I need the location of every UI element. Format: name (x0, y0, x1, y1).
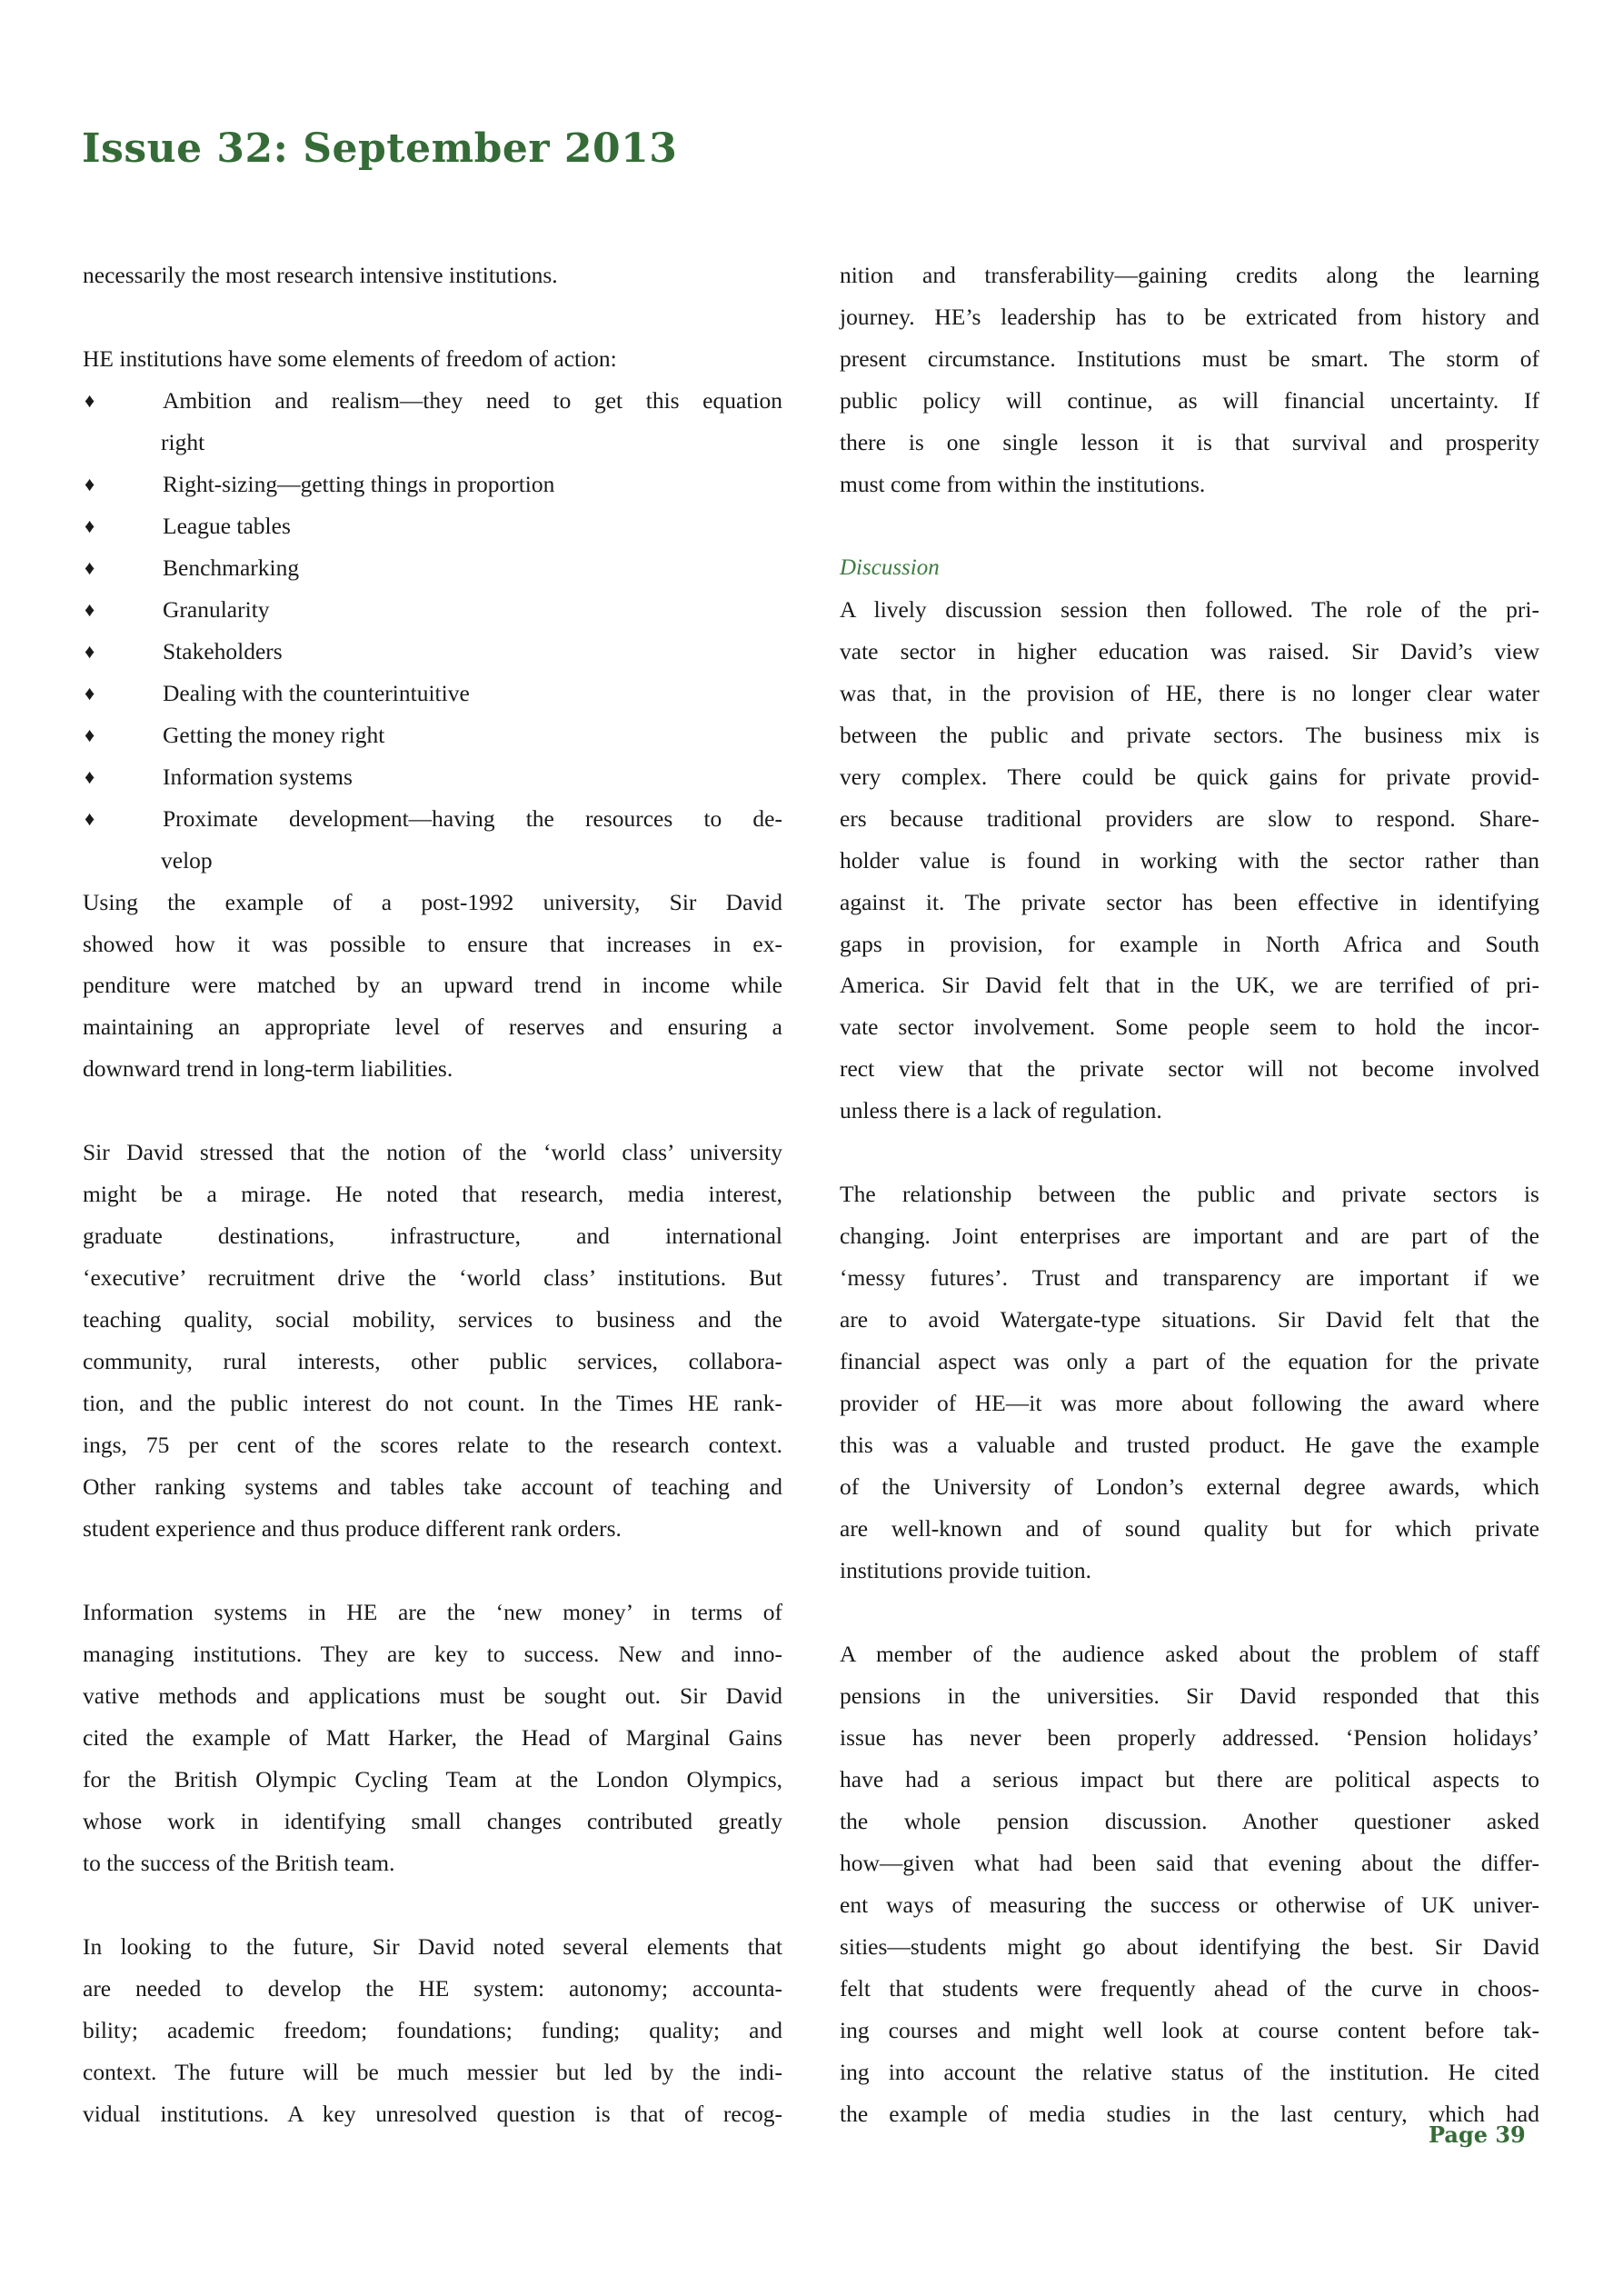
text-line: Sir David stressed that the notion of the ‘world class’ university (83, 1139, 782, 1166)
list-item (83, 798, 782, 840)
list-item (83, 589, 782, 631)
list-item (83, 756, 782, 798)
section-heading-discussion: Discussion (840, 554, 940, 580)
text-line: are to avoid Watergate-type situations. Sir David felt that the (840, 1306, 1539, 1333)
bullet-list (83, 380, 782, 882)
text-line: between the public and private sectors. The business mix is (840, 721, 1539, 748)
paragraph (83, 882, 782, 1091)
text-line: against it. The private sector has been effective in identifying (840, 888, 1539, 915)
list-item (83, 547, 782, 589)
text-line: holder value is found in working with the sector rather than (840, 846, 1539, 873)
list-item-text: Right-sizing—getting things in proportion (163, 470, 555, 497)
text-line: showed how it was possible to ensure that increases in ex- (83, 930, 782, 957)
paragraph-spacer (840, 1132, 1539, 1173)
text-line: ing into account the relative status of the institution. He cited (840, 2058, 1539, 2085)
paragraph (83, 255, 782, 296)
paragraph-spacer (840, 1592, 1539, 1633)
text-line: vative methods and applications must be sought out. Sir David (83, 1682, 782, 1709)
text-line: have had a serious impact but there are political aspects to (840, 1765, 1539, 1792)
right-column (840, 255, 1539, 2135)
list-item-continuation: velop (161, 846, 213, 873)
text-line: financial aspect was only a part of the equation for the private (840, 1348, 1539, 1375)
text-line: the example of media studies in the last century, which had (840, 2100, 1539, 2127)
diamond-bullet-icon: ♦ (85, 723, 95, 746)
paragraph (840, 589, 1539, 1133)
text-line: student experience and thus produce different rank orders. (83, 1515, 622, 1542)
text-line: pensions in the universities. Sir David responded that this (840, 1682, 1539, 1709)
list-item (83, 380, 782, 422)
diamond-bullet-icon: ♦ (85, 806, 95, 830)
text-line: issue has never been properly addressed. ‘Pension holidays’ (840, 1723, 1539, 1751)
diamond-bullet-icon: ♦ (85, 597, 95, 621)
paragraph (83, 1592, 782, 1884)
text-line: how—given what had been said that evening about the differ- (840, 1849, 1539, 1876)
diamond-bullet-icon: ♦ (85, 472, 95, 495)
paragraph (840, 1633, 1539, 2135)
list-item (83, 673, 782, 714)
text-line: to the success of the British team. (83, 1849, 395, 1876)
paragraph-spacer (83, 296, 782, 338)
text-line: ings, 75 per cent of the scores relate to the research context. (83, 1432, 782, 1459)
paragraph-spacer (840, 505, 1539, 547)
diamond-bullet-icon: ♦ (85, 388, 95, 412)
text-line: teaching quality, social mobility, services to business and the (83, 1306, 782, 1333)
text-line: Using the example of a post-1992 university, Sir David (83, 888, 782, 915)
text-line: vidual institutions. A key unresolved question is that of recog- (83, 2100, 782, 2127)
text-line: community, rural interests, other public services, collabora- (83, 1348, 782, 1375)
text-line: are needed to develop the HE system: autonomy; accounta- (83, 1974, 782, 2002)
diamond-bullet-icon: ♦ (85, 764, 95, 788)
list-item (83, 714, 782, 756)
list-intro: HE institutions have some elements of freedom of action: (83, 344, 617, 372)
issue-title: Issue 32: September 2013 (82, 125, 678, 172)
text-line: institutions provide tuition. (840, 1557, 1091, 1584)
list-item-text: Ambition and realism—they need to get this equation (163, 386, 782, 414)
list-item (83, 505, 782, 547)
text-line: tion, and the public interest do not count. In the Times HE rank- (83, 1390, 782, 1417)
text-line: very complex. There could be quick gains for private provid- (840, 763, 1539, 790)
list-item-text: Dealing with the counterintuitive (163, 679, 470, 706)
text-line: sities—students might go about identifying the best. Sir David (840, 1932, 1539, 1960)
text-line: necessarily the most research intensive institutions. (83, 262, 558, 288)
text-line: gaps in provision, for example in North Africa and South (840, 930, 1539, 957)
text-line: Other ranking systems and tables take account of teaching and (83, 1473, 782, 1501)
text-line: journey. HE’s leadership has to be extricated from history and (840, 303, 1539, 330)
text-line: ent ways of measuring the success or otherwise of UK univer- (840, 1891, 1539, 1918)
paragraph (83, 1926, 782, 2135)
diamond-bullet-icon: ♦ (85, 555, 95, 579)
text-line: maintaining an appropriate level of reserves and ensuring a (83, 1013, 782, 1041)
list-item (83, 631, 782, 673)
paragraph (83, 1132, 782, 1550)
list-item-continuation: right (161, 428, 205, 455)
list-item-text: Proximate development—having the resources to de- (163, 804, 782, 832)
list-item-text: Getting the money right (163, 721, 385, 748)
text-line: for the British Olympic Cycling Team at the London Olympics, (83, 1765, 782, 1792)
text-line: ers because traditional providers are slow to respond. Share- (840, 804, 1539, 832)
text-line: there is one single lesson it is that survival and prosperity (840, 428, 1539, 455)
text-line: felt that students were frequently ahead of the curve in choos- (840, 1974, 1539, 2002)
text-line: Information systems in HE are the ‘new money’ in terms of (83, 1599, 782, 1625)
text-line: nition and transferability—gaining credits along the learning (840, 262, 1539, 288)
diamond-bullet-icon: ♦ (85, 681, 95, 704)
text-line: The relationship between the public and private sectors is (840, 1181, 1539, 1208)
text-line: public policy will continue, as will financial uncertainty. If (840, 386, 1539, 414)
text-line: unless there is a lack of regulation. (840, 1097, 1162, 1124)
list-item-text: Granularity (163, 595, 270, 623)
text-line: context. The future will be much messier but led by the indi- (83, 2058, 782, 2085)
list-item-text: Information systems (163, 763, 353, 790)
text-line: present circumstance. Institutions must be smart. The storm of (840, 344, 1539, 372)
text-line: must come from within the institutions. (840, 470, 1206, 497)
text-line: graduate destinations, infrastructure, and international (83, 1223, 782, 1250)
text-line: cited the example of Matt Harker, the Head of Marginal Gains (83, 1723, 782, 1751)
page-number: Page 39 (1429, 2121, 1526, 2148)
left-column (83, 255, 782, 2135)
text-line: A lively discussion session then followed. The role of the pri- (840, 595, 1539, 623)
text-line: ‘messy futures’. Trust and transparency are important if we (840, 1264, 1539, 1292)
paragraph (840, 255, 1539, 505)
text-line: was that, in the provision of HE, there is no longer clear water (840, 679, 1539, 706)
paragraph-spacer (83, 1090, 782, 1132)
diamond-bullet-icon: ♦ (85, 639, 95, 663)
paragraph (840, 1173, 1539, 1592)
text-line: A member of the audience asked about the problem of staff (840, 1640, 1539, 1667)
text-line: of the University of London’s external degree awards, which (840, 1473, 1539, 1501)
text-line: provider of HE—it was more about following the award where (840, 1390, 1539, 1417)
text-line: In looking to the future, Sir David noted several elements that (83, 1932, 782, 1960)
text-line: penditure were matched by an upward trend in income while (83, 972, 782, 999)
text-line: rect view that the private sector will not become involved (840, 1055, 1539, 1083)
text-line: whose work in identifying small changes contributed greatly (83, 1807, 782, 1834)
paragraph-spacer (83, 1550, 782, 1592)
text-line: this was a valuable and trusted product. He gave the example (840, 1432, 1539, 1459)
list-item (83, 464, 782, 505)
text-line: changing. Joint enterprises are important and are part of the (840, 1223, 1539, 1250)
text-line: vate sector involvement. Some people seem to hold the incor- (840, 1013, 1539, 1041)
text-line: ‘executive’ recruitment drive the ‘world class’ institutions. But (83, 1264, 782, 1292)
list-item-text: Benchmarking (163, 554, 300, 581)
text-line: ing courses and might well look at course content before tak- (840, 2016, 1539, 2043)
paragraph-spacer (83, 1884, 782, 1926)
list-item-text: Stakeholders (163, 637, 283, 664)
text-line: the whole pension discussion. Another questioner asked (840, 1807, 1539, 1834)
text-line: downward trend in long-term liabilities. (83, 1055, 453, 1083)
text-line: managing institutions. They are key to success. New and inno- (83, 1640, 782, 1667)
text-line: are well-known and of sound quality but for which private (840, 1515, 1539, 1542)
text-line: might be a mirage. He noted that research, media interest, (83, 1181, 782, 1208)
text-line: bility; academic freedom; foundations; funding; quality; and (83, 2016, 782, 2043)
diamond-bullet-icon: ♦ (85, 514, 95, 537)
list-item-text: League tables (163, 512, 291, 539)
text-line: America. Sir David felt that in the UK, we are terrified of pri- (840, 972, 1539, 999)
text-line: vate sector in higher education was raised. Sir David’s view (840, 637, 1539, 664)
